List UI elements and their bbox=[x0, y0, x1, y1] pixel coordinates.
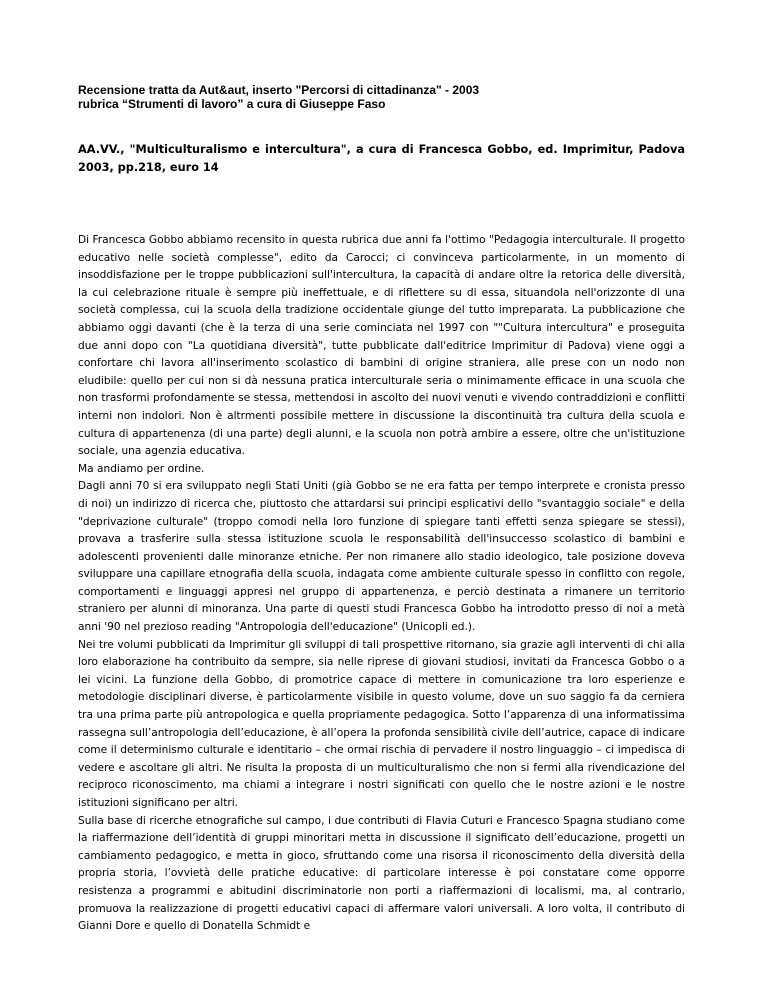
paragraph: Ma andiamo per ordine. bbox=[78, 462, 205, 475]
column-line: rubrica “Strumenti di lavoro” a cura di Giuseppe Faso bbox=[78, 97, 386, 111]
review-body bbox=[78, 232, 685, 936]
paragraph: Di Francesca Gobbo abbiamo recensito in questa rubrica due anni fa l'ottimo "Pedagogia interculturale. Il progetto educativo nelle società complesse", edito da Carocci; ci convinceva particolarmente, in un momento di insoddisfazione per le troppe pubblicazioni sull'intercultura, la capacità di andare oltre la retorica delle diversità, la cui celebrazione rituale è sempre più ineffettuale, e di riflettere su di essa, situandola nell'orizzonte di una società complessa, cui la scuola della tradizione occidentale giunge del tutto impreparata. La pubblicazione che abbiamo oggi davanti (che è la terza di una serie cominciata nel 1997 con ""Cultura intercultura" e proseguita due anni dopo con "La quotidiana diversità", tutte pubblicate dall'editrice Imprimitur di Padova) viene oggi a confortare chi lavora all'inserimento scolastico di bambini di origine straniera, alle prese con un nodo non eludibile: quello per cui non si dà nessuna pratica interculturale seria o minimamente efficace in una scuola che non trasformi profondamente se stessa, mettendosi in ascolto dei nuovi venuti e vivendo contraddizioni e conflitti interni non indolori. Non è altrmenti possibile mettere in discussione la discontinuità tra cultura della scuola e cultura di appartenenza (di una parte) degli alunni, e la scuola non potrà ambire a essere, oltre che un'istituzione sociale, una agenzia educativa. bbox=[78, 234, 685, 458]
paragraph: Sulla base di ricerche etnografiche sul campo, i due contributi di Flavia Cuturi e Francesco Spagna studiano come la riaffermazione dell’identità di gruppi minoritari metta in discussione il significato dell’educazione, progetti un cambiamento pedagogico, e metta in gioco, sfruttando come una risorsa il riconoscimento della diversità della propria storia, l’ovvietà delle pratiche educative: di particolare interesse è poi constatare come opporre resistenza a programmi e abitudini discriminatorie non porti a riaffermazioni di localismi, ma, al contrario, promuova la realizzazione di progetti educativi capaci di affermare valori universali. A loro volta, il contributo di Gianni Dore e quello di Donatella Schmidt e bbox=[78, 814, 685, 933]
paragraph: Nei tre volumi pubblicati da Imprimitur gli sviluppi di tali prospettive ritornano, sia grazie agli interventi di chi alla loro elaborazione ha contribuito da sempre, sia nelle riprese di giovani studiosi, invitati da Francesca Gobbo o a lei vicini. La funzione della Gobbo, di promotrice capace di mettere in comunicazione tra loro esperienze e metodologie disciplinari diverse, è particolarmente visibile in questo volume, dove un suo saggio fa da cerniera tra una prima parte più antropologica e quella propriamente pedagogica. Sotto l’apparenza di una informatissima rassegna sull’antropologia dell’educazione, è all’opera la profonda sensibilità civile dell’autrice, capace di indicare come il determinismo culturale e identitario – che ormai rischia di pervadere il nostro linguaggio – ci impedisca di vedere e ascoltare gli altri. Ne risulta la proposta di un multiculturalismo che non si fermi alla rivendicazione del reciproco riconoscimento, ma chiami a integrare i nostri significati con quello che le nostre azioni e le nostre istituzioni significano per altri. bbox=[78, 638, 685, 809]
source-line: Recensione tratta da Aut&aut, inserto "Percorsi di cittadinanza" - 2003 bbox=[78, 83, 480, 97]
bibliographic-reference: AA.VV., "Multiculturalismo e intercultura", a cura di Francesca Gobbo, ed. Imprimitur, Padova 2003, pp.218, euro 14 bbox=[78, 143, 685, 174]
paragraph: Dagli anni 70 si era sviluppato negli Stati Uniti (già Gobbo se ne era fatta per tempo interprete e cronista presso di noi) un indirizzo di ricerca che, piuttosto che attardarsi sui principi esplicativi dello "svantaggio sociale" e della "deprivazione culturale" (troppo comodi nella loro funzione di spiegare tanti effetti senza spiegare se stessi), provava a trasferire sulla stessa istituzione scuola le responsabilità dell'insuccesso scolastico di bambini e adolescenti provenienti dalle minoranze etniche. Per non rimanere allo stadio ideologico, tale posizione doveva sviluppare una capillare etnografia della scuola, indagata come ambiente culturale spesso in conflitto con regole, comportamenti e linguaggi appresi nel gruppo di appartenenza, e perciò destinata a rimanere un territorio straniero per alunni di minoranza. Una parte di questi studi Francesca Gobbo ha introdotto presso di noi a metà anni '90 nel prezioso reading "Antropologia dell'educazione" (Unicopli ed.). bbox=[78, 480, 685, 634]
source-header bbox=[78, 83, 698, 111]
